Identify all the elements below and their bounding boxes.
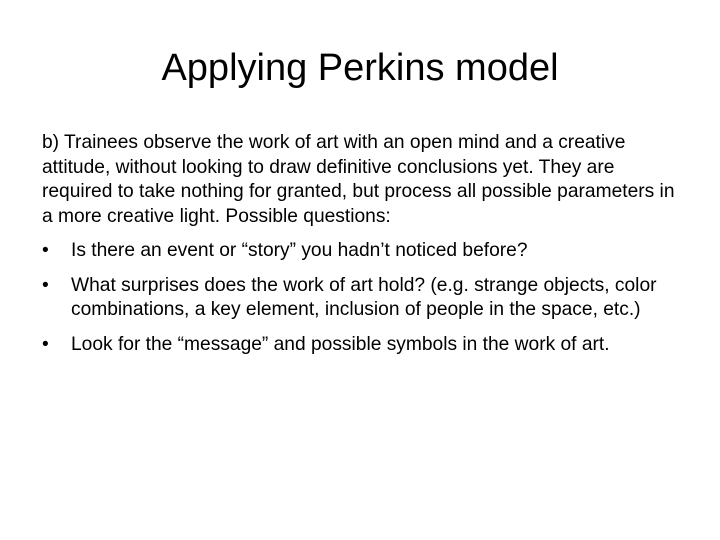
bullet-icon: • [42,274,49,296]
list-item [42,274,682,323]
bullet-icon: • [42,240,49,261]
slide-body [42,131,682,367]
list-item-text: What surprises does the work of art hold? (e.g. strange objects, color combinations, a key element, inclusion of people in the space, etc.) [71,274,657,320]
slide-title: Applying Perkins model [161,47,559,89]
question-list [42,239,682,357]
intro-paragraph: b) Trainees observe the work of art with an open mind and a creative attitude, without looking to draw definitive conclusions yet. They are required to take nothing for granted, but process all possible parameters in a more creative light. Possible questions: [42,132,675,227]
list-item [42,333,682,358]
bullet-icon: • [42,333,49,355]
list-item [42,239,682,264]
list-item-text: Look for the “message” and possible symbols in the work of art. [71,333,610,355]
list-item-text: Is there an event or “story” you hadn’t noticed before? [71,240,528,261]
